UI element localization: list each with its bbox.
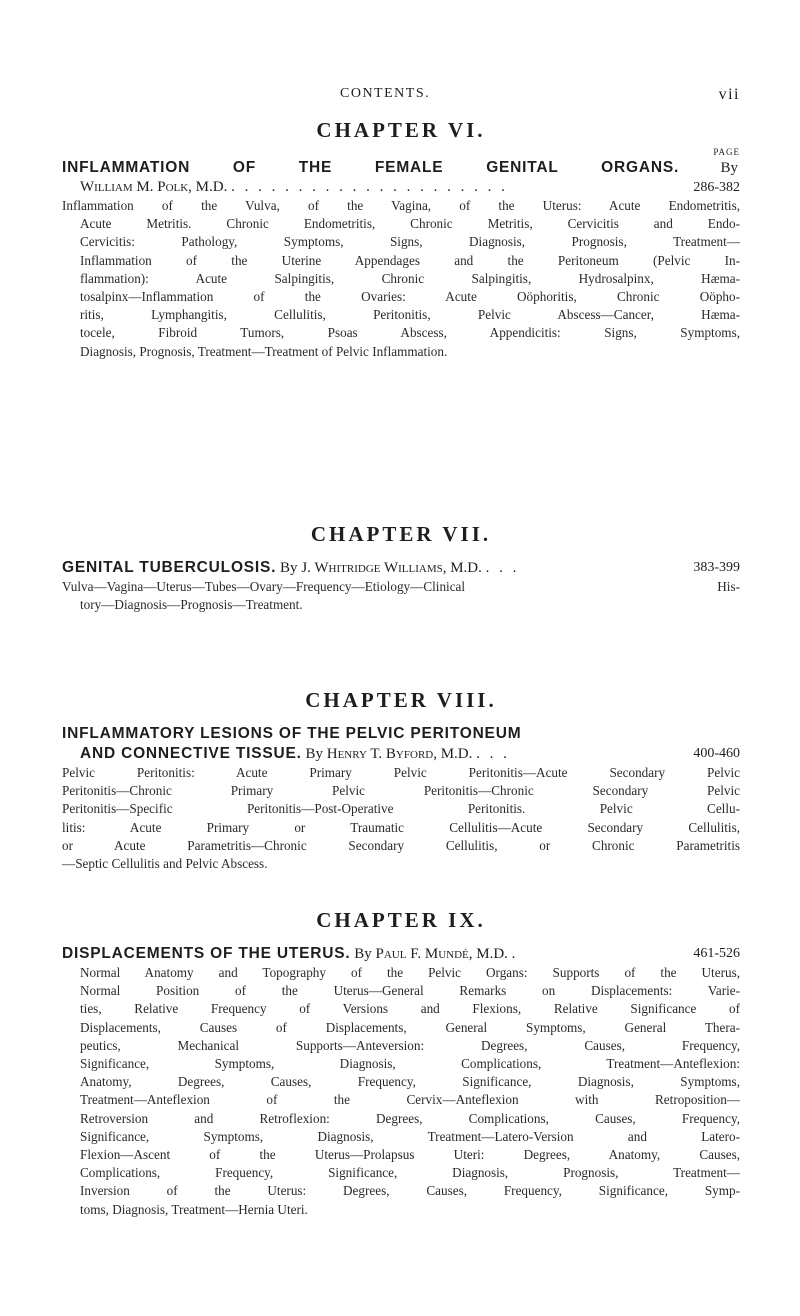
chapter-title-caps: GENITAL TUBERCULOSIS. (62, 559, 277, 576)
chapter-title (62, 724, 740, 764)
chapter-title-by: By (354, 946, 372, 962)
chapter-summary (62, 197, 740, 361)
chapter-ix (62, 904, 740, 1219)
chapter-summary (62, 964, 740, 1219)
summary-line: ties, Relative Frequency of Versions and Flexions, Relative Significance of (80, 1001, 740, 1017)
summary-line: ritis, Lymphangitis, Cellulitis, Peritonitis, Pelvic Abscess—Cancer, Hæma- (80, 307, 740, 323)
summary-line: Diagnosis, Prognosis, Treatment—Treatment of Pelvic Inflammation. (80, 343, 448, 359)
summary-line: Inflammation of the Vulva, of the Vagina, of the Uterus: Acute Endometritis, (62, 198, 740, 213)
summary-line: Anatomy, Degrees, Causes, Frequency, Significance, Diagnosis, Symptoms, (80, 1074, 740, 1090)
chapter-heading: CHAPTER IX. (316, 908, 486, 932)
chapter-summary (62, 764, 740, 873)
chapter-viii (62, 684, 740, 873)
summary-line: Peritonitis—Specific Peritonitis—Post-Operative Peritonitis. Pelvic Cellu- (62, 801, 740, 817)
page-column-label: PAGE (713, 147, 740, 157)
summary-line: —Septic Cellulitis and Pelvic Abscess. (62, 856, 268, 872)
summary-line: Complications, Frequency, Significance, Diagnosis, Prognosis, Treatment— (80, 1165, 740, 1181)
summary-line: Flexion—Ascent of the Uterus—Prolapsus Uteri: Degrees, Anatomy, Causes, (80, 1147, 740, 1163)
summary-line: Vulva—Vagina—Uterus—Tubes—Ovary—Frequency—Etiology—Clinical His- (62, 579, 740, 594)
summary-line: Pelvic Peritonitis: Acute Primary Pelvic Peritonitis—Acute Secondary Pelvic (62, 765, 740, 780)
summary-line: litis: Acute Primary or Traumatic Cellulitis—Acute Secondary Cellulitis, (62, 819, 740, 835)
chapter-vi (62, 114, 740, 361)
summary-line: tocele, Fibroid Tumors, Psoas Abscess, Appendicitis: Signs, Symptoms, (80, 325, 740, 341)
summary-line: Normal Anatomy and Topography of the Pelvic Organs: Supports of the Uterus, (80, 965, 740, 980)
chapter-title-by: By (280, 560, 298, 576)
chapter-title-caps: DISPLACEMENTS OF THE UTERUS. (62, 945, 351, 962)
chapter-title-by: By (720, 160, 739, 176)
chapter-title-by: By (305, 746, 323, 762)
chapter-heading: CHAPTER VIII. (305, 688, 497, 712)
summary-line: Cervicitis: Pathology, Symptoms, Signs, Diagnosis, Prognosis, Treatment— (80, 234, 740, 250)
summary-line: Treatment—Anteflexion of the Cervix—Anteflexion with Retroposition— (80, 1092, 740, 1108)
page-range: 286-382 (693, 180, 740, 195)
summary-line: or Acute Parametritis—Chronic Secondary Cellulitis, or Chronic Parametritis (62, 837, 740, 853)
chapter-author: J. Whitridge Williams, M.D. (301, 560, 482, 576)
dot-leader: . . . . . . . . . . . . . . . . . . . . . (231, 179, 508, 195)
chapter-title (62, 944, 740, 964)
summary-line: Inversion of the Uterus: Degrees, Causes, Frequency, Significance, Symp- (80, 1183, 740, 1199)
summary-line: Inflammation of the Uterine Appendages and the Peritoneum (Pelvic In- (80, 252, 740, 268)
page-range: 461-526 (693, 946, 740, 961)
summary-line: toms, Diagnosis, Treatment—Hernia Uteri. (80, 1201, 308, 1217)
chapter-heading: CHAPTER VI. (316, 118, 486, 142)
summary-line: Significance, Symptoms, Diagnosis, Complications, Treatment—Anteflexion: (80, 1056, 740, 1072)
summary-line: Displacements, Causes of Displacements, General Symptoms, General Thera- (80, 1019, 740, 1035)
page-number: vii (718, 86, 740, 103)
chapter-title-caps: INFLAMMATORY LESIONS OF THE PELVIC PERITONEUM (62, 725, 522, 742)
chapter-summary (62, 578, 740, 614)
summary-line: flammation): Acute Salpingitis, Chronic Salpingitis, Hydrosalpinx, Hæma- (80, 270, 740, 286)
summary-line: tory—Diagnosis—Prognosis—Treatment. (80, 597, 303, 613)
chapter-author: William M. Polk, M.D. (80, 179, 228, 195)
summary-line: peutics, Mechanical Supports—Anteversion: Degrees, Causes, Frequency, (80, 1037, 740, 1053)
summary-line: Normal Position of the Uterus—General Remarks on Displacements: Varie- (80, 983, 740, 999)
chapter-author: Paul F. Mundé, M.D. (375, 946, 508, 962)
dot-leader: . (511, 946, 519, 962)
chapter-heading: CHAPTER VII. (310, 522, 492, 546)
chapter-title-caps: AND CONNECTIVE TISSUE. (80, 745, 302, 762)
page-range: 383-399 (693, 560, 740, 575)
dot-leader: . . . (485, 560, 520, 576)
page-range: 400-460 (693, 746, 740, 761)
summary-line: Retroversion and Retroflexion: Degrees, Complications, Causes, Frequency, (80, 1110, 740, 1126)
running-head-title: CONTENTS. (340, 86, 431, 101)
summary-line: tosalpinx—Inflammation of the Ovaries: Acute Oöphoritis, Chronic Oöpho- (80, 289, 740, 305)
summary-line: Significance, Symptoms, Diagnosis, Treatment—Latero-Version and Latero- (80, 1128, 740, 1144)
dot-leader: . . . (476, 746, 510, 762)
chapter-title (62, 558, 740, 578)
chapter-vii (62, 518, 740, 614)
chapter-author: Henry T. Byford, M.D. (326, 746, 473, 762)
summary-line: Peritonitis—Chronic Primary Pelvic Peritonitis—Chronic Secondary Pelvic (62, 783, 740, 799)
summary-line: Acute Metritis. Chronic Endometritis, Chronic Metritis, Cervicitis and Endo- (80, 216, 740, 232)
chapter-title-caps: INFLAMMATION OF THE FEMALE GENITAL ORGANS. (62, 159, 680, 176)
chapter-title (62, 158, 740, 197)
